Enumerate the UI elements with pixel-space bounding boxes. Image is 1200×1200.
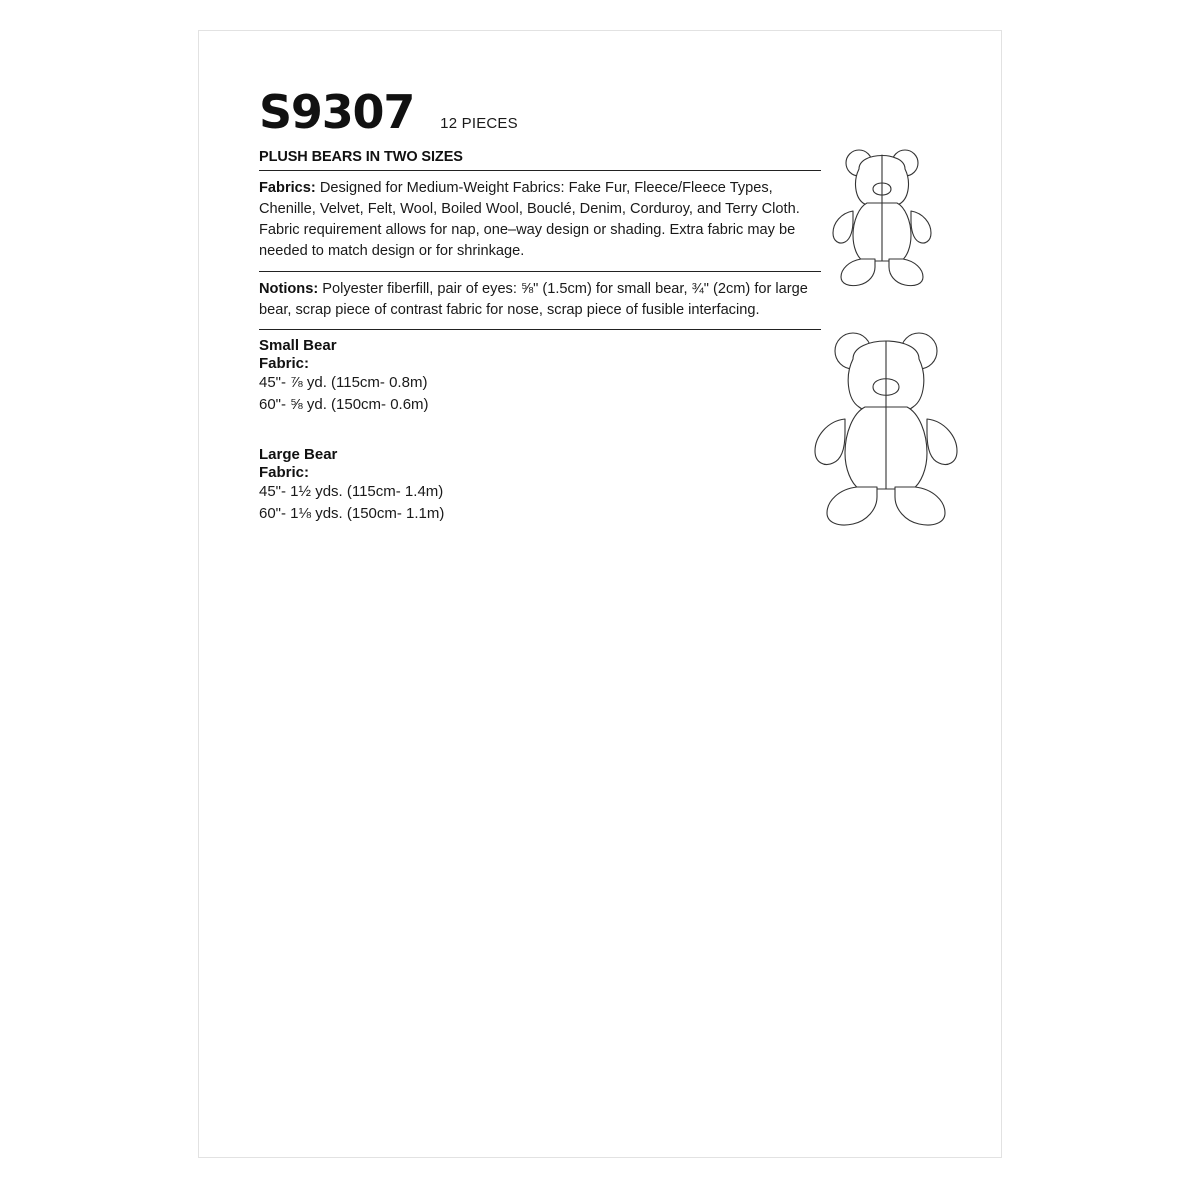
notions-text: Polyester fiberfill, pair of eyes: ⅝" (1.5cm) for small bear, ¾" (2cm) for large bear, scrap piece of contrast fabric for nose, scrap piece of fusible interfacing. bbox=[259, 280, 808, 318]
page-title: PLUSH BEARS IN TWO SIZES bbox=[259, 149, 463, 165]
pattern-envelope-page bbox=[198, 30, 1002, 1158]
notions-label: Notions: bbox=[259, 280, 319, 297]
divider-top bbox=[259, 170, 821, 171]
header-row bbox=[259, 85, 959, 139]
large-bear-yardage-45: 45"- 1½ yds. (115cm- 1.4m) bbox=[259, 482, 444, 500]
large-bear-fabric-label: Fabric: bbox=[259, 463, 310, 481]
large-bear-yardage-60: 60"- 1⅛ yds. (150cm- 1.1m) bbox=[259, 505, 445, 523]
divider-bottom bbox=[259, 329, 821, 330]
small-bear-illustration bbox=[819, 141, 949, 296]
fabrics-text: Designed for Medium-Weight Fabrics: Fake Fur, Fleece/Fleece Types, Chenille, Velvet, Felt, Wool, Boiled Wool, Bouclé, Denim, Corduroy, and Terry Cloth. Fabric requirement allows for nap, one–way design or shading. Extra fabric may be needed to match design or for shrinkage. bbox=[259, 180, 800, 260]
divider-middle bbox=[259, 271, 821, 272]
large-bear-heading: Large Bear bbox=[259, 445, 338, 463]
large-bear-illustration bbox=[799, 321, 979, 536]
small-bear-yardage-60: 60"- ⅝ yd. (150cm- 0.6m) bbox=[259, 396, 429, 414]
small-bear-yardage-45: 45"- ⅞ yd. (115cm- 0.8m) bbox=[259, 373, 428, 391]
fabrics-paragraph bbox=[259, 178, 819, 263]
pieces-count: 12 PIECES bbox=[440, 115, 518, 132]
pattern-number: S9307 bbox=[259, 85, 415, 139]
small-bear-heading: Small Bear bbox=[259, 336, 337, 354]
fabrics-label: Fabrics: bbox=[259, 180, 316, 196]
small-bear-fabric-label: Fabric: bbox=[259, 354, 310, 372]
notions-paragraph bbox=[259, 279, 819, 321]
